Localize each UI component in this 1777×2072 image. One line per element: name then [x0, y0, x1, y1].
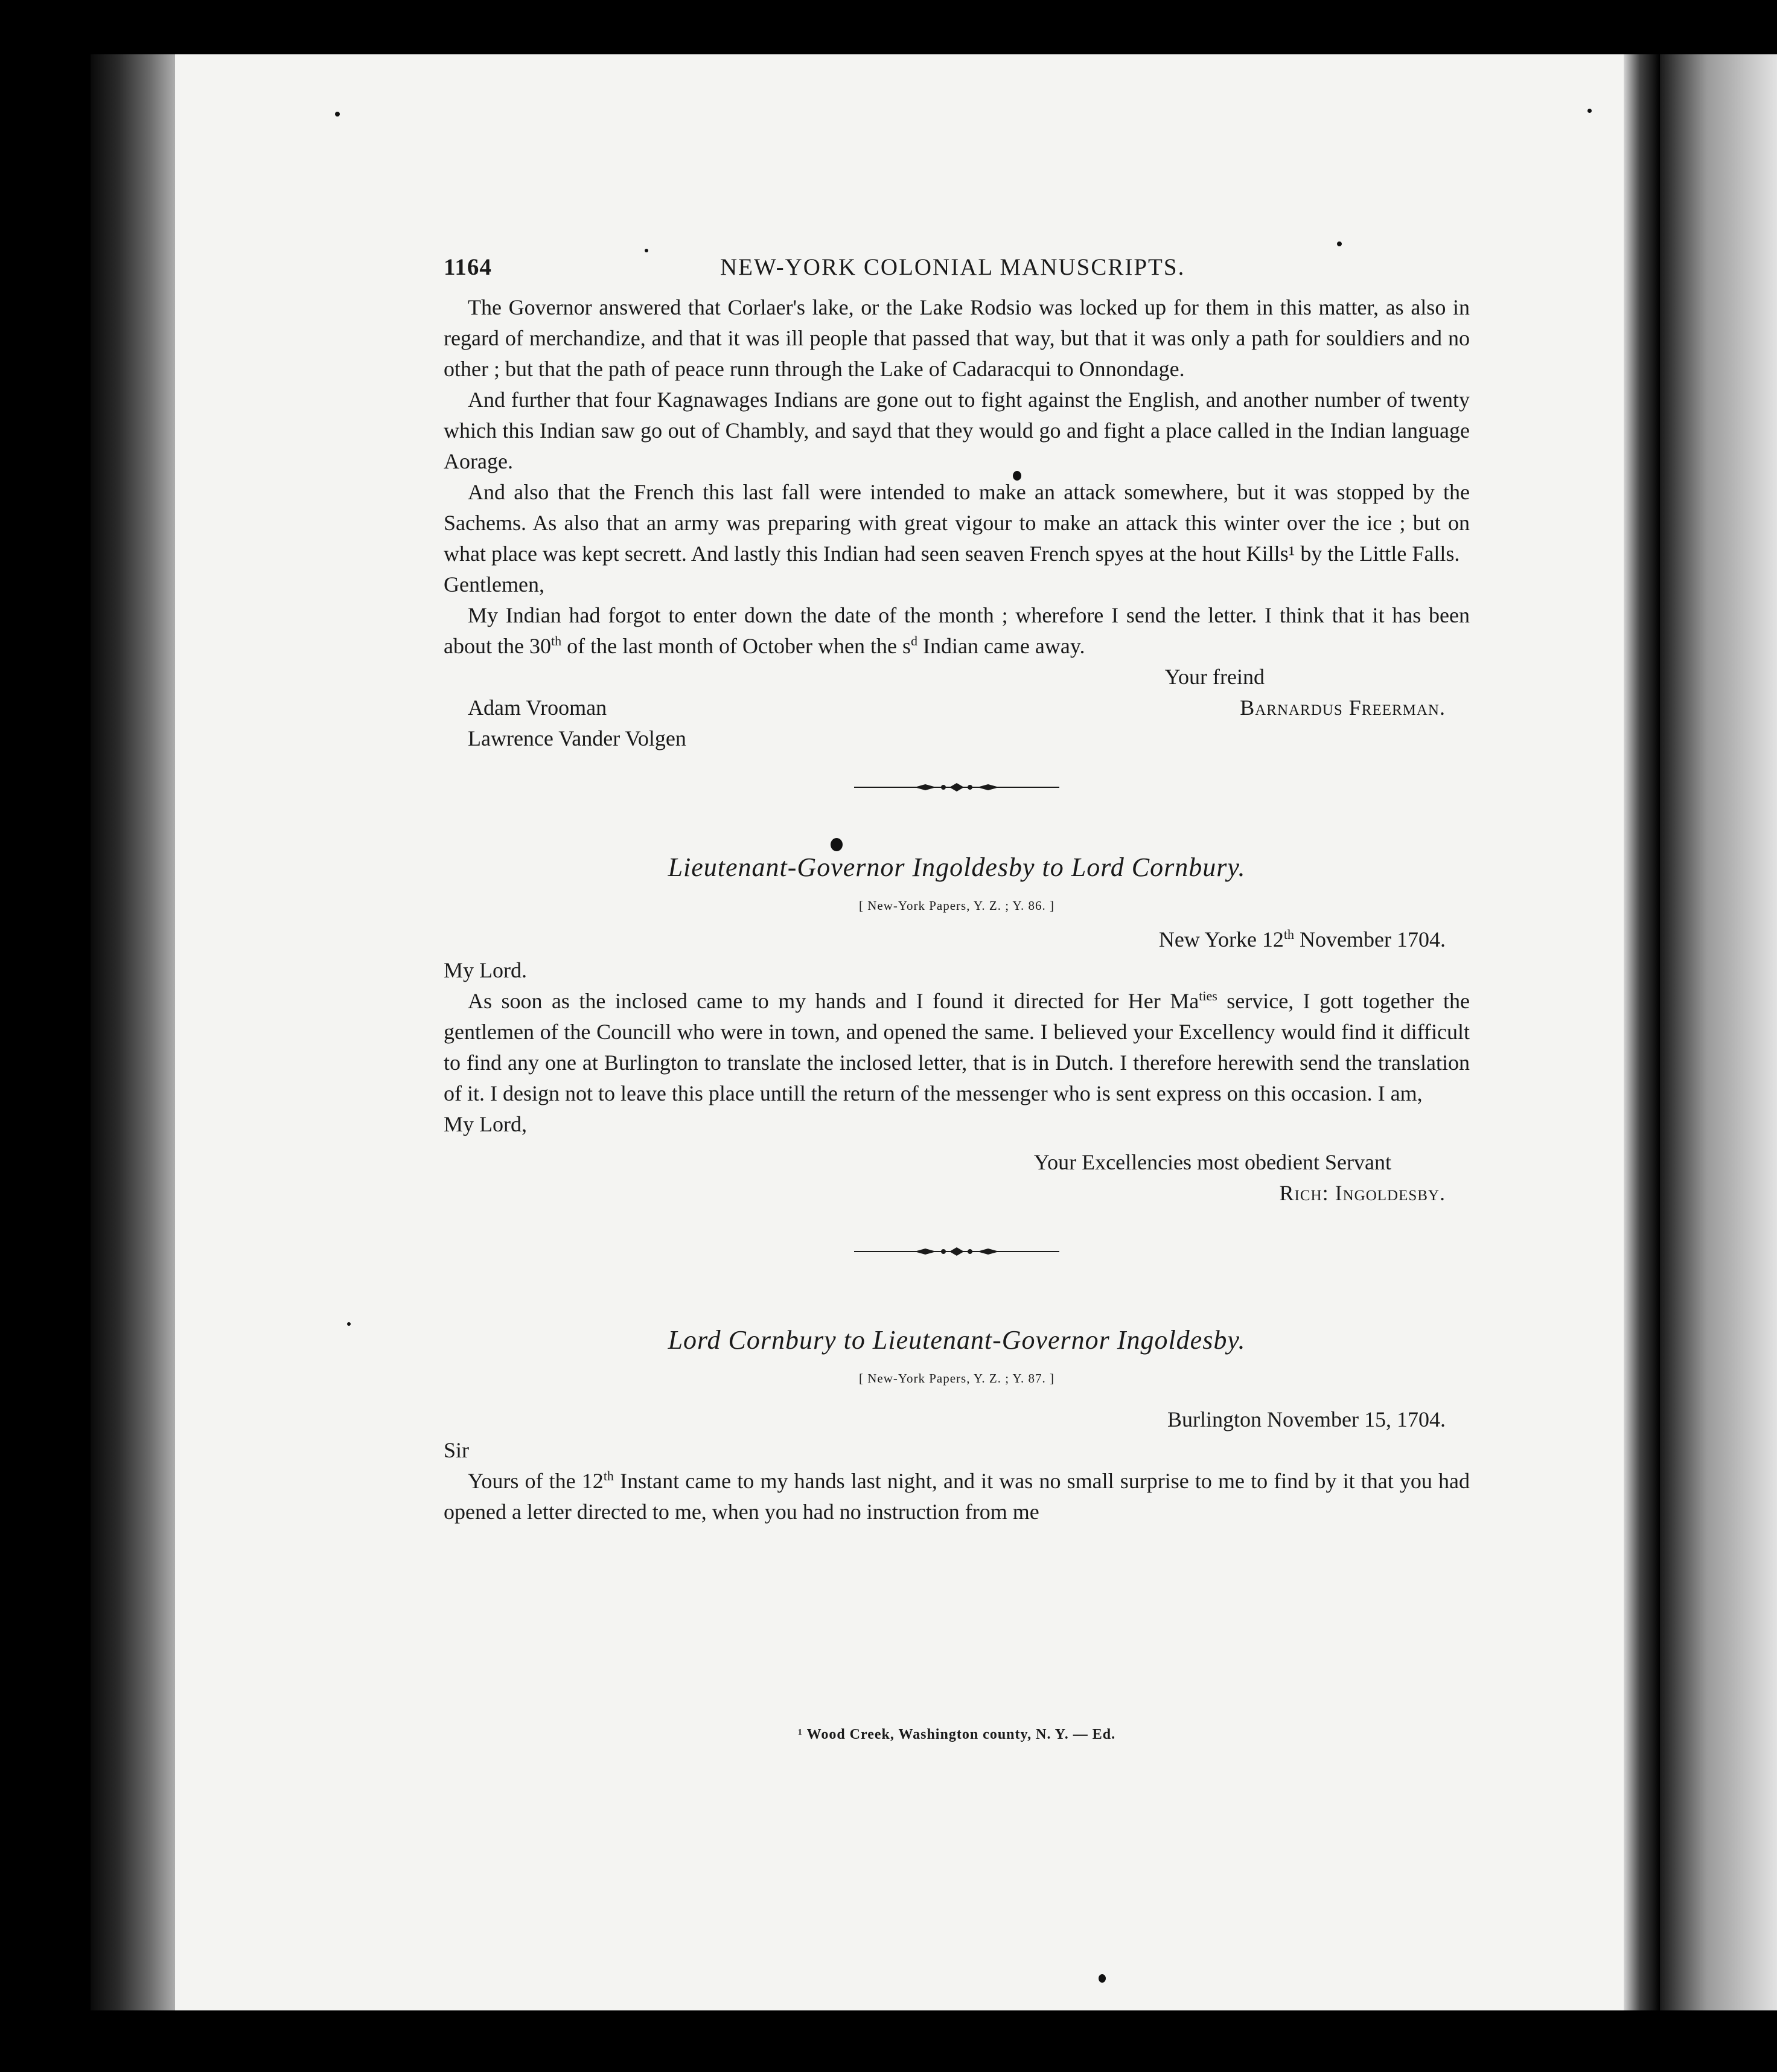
addressee: Adam Vrooman — [468, 695, 607, 720]
scan-speck — [645, 249, 648, 252]
date-line: Burlington November 15, 1704. — [1167, 1407, 1446, 1431]
scan-speck — [347, 1322, 351, 1326]
text-run: As soon as the inclosed came to my hands and I found it directed for Her Ma — [468, 989, 1199, 1013]
date-text: November 1704. — [1294, 927, 1446, 951]
signature: Rich: Ingoldesby. — [1279, 1181, 1446, 1205]
superscript: th — [1283, 927, 1295, 942]
closing-text: Your freind — [1164, 665, 1265, 689]
letter-heading: Lieutenant-Governor Ingoldesby to Lord Cornbury. — [668, 852, 1246, 882]
valediction: My Lord, — [444, 1112, 527, 1136]
superscript: th — [603, 1468, 614, 1483]
running-head — [444, 254, 1470, 287]
addressee: Lawrence Vander Volgen — [468, 726, 686, 750]
divider-ornament — [854, 1245, 1059, 1258]
closing-line — [444, 662, 1470, 692]
signature-block — [444, 692, 1470, 754]
ornamental-divider — [854, 781, 1059, 794]
gentlemen-line: Gentlemen, — [444, 572, 544, 596]
paragraph: And further that four Kagnawages Indians are gone out to fight against the English, and another number of twenty which this Indian saw go out of Chambly, and sayd that they would go and fight a place called in the Indian language Aorage. — [444, 388, 1470, 473]
scan-speck — [1337, 241, 1342, 246]
date-line — [444, 924, 1470, 955]
text-run: Yours of the 12 — [468, 1469, 604, 1493]
scan-speck — [335, 112, 340, 117]
paragraph — [444, 1466, 1470, 1527]
running-title: NEW-YORK COLONIAL MANUSCRIPTS. — [720, 254, 1185, 280]
letter-freerman — [444, 292, 1470, 754]
page-number: 1164 — [444, 254, 492, 280]
letter-heading: Lord Cornbury to Lieutenant-Governor Ingoldesby. — [668, 1325, 1246, 1355]
source-citation: [ New-York Papers, Y. Z. ; Y. 86. ] — [859, 898, 1054, 913]
paragraph — [444, 600, 1470, 662]
text-run: My Indian had forgot to enter down the date of the month ; wherefore I send the letter. I think that it has been about the 30 — [444, 603, 1470, 658]
book-fold-right — [1624, 54, 1660, 2010]
scan-speck — [1099, 1974, 1106, 1983]
source-citation: [ New-York Papers, Y. Z. ; Y. 87. ] — [859, 1371, 1054, 1386]
scan-bottom-border — [91, 2010, 1777, 2072]
closing-line: Your Excellencies most obedient Servant — [1033, 1150, 1391, 1174]
paragraph — [444, 986, 1470, 1109]
superscript: d — [910, 633, 917, 648]
footnote: ¹ Wood Creek, Washington county, N. Y. — Ed. — [797, 1727, 1116, 1742]
superscript: ties — [1199, 988, 1217, 1003]
addressee-list — [468, 692, 686, 754]
date-text: New Yorke 12 — [1158, 927, 1284, 951]
divider-ornament — [854, 781, 1059, 794]
superscript: th — [550, 633, 562, 648]
book-gutter-left — [91, 54, 181, 2010]
signature: Barnardus Freerman. — [1240, 695, 1446, 720]
paragraph: And also that the French this last fall were intended to make an attack somewhere, but it was stopped by the Sachems. As also that an army was preparing with great vigour to make an attack this winter over the ice ; but on what place was kept secrett. And lastly this Indian had seen seaven French spyes at the hout Kills¹ by the Little Falls. — [444, 480, 1470, 566]
text-run: Indian came away. — [917, 634, 1085, 658]
facing-page-edge — [1660, 54, 1777, 2010]
salutation: My Lord. — [444, 958, 527, 982]
paragraph: The Governor answered that Corlaer's lake, or the Lake Rodsio was locked up for them in this matter, as also in regard of merchandize, and that it was ill people that passed that way, but that it was only a path for souldiers and no other ; but that the path of peace runn through the Lake of Cadaracqui to Onnondage. — [444, 295, 1470, 381]
scan-speck — [1587, 109, 1592, 113]
salutation: Sir — [444, 1438, 470, 1462]
text-run: Instant came to my hands last night, and it was no small surprise to me to find by it that you had opened a letter directed to me, when you had no instruction from me — [444, 1469, 1470, 1524]
ornamental-divider — [854, 1245, 1059, 1258]
text-run: service, I gott together the gentlemen of the Councill who were in town, and opened the same. I believed your Excellency would find it difficult to find any one at Burlington to translate the inclosed letter, that is in Dutch. I therefore herewith send the translation of it. I design not to leave this place untill the return of the messenger who is sent express on this occasion. I am, — [444, 989, 1470, 1105]
page-content — [444, 254, 1470, 1742]
text-run: of the last month of October when the s — [561, 634, 911, 658]
